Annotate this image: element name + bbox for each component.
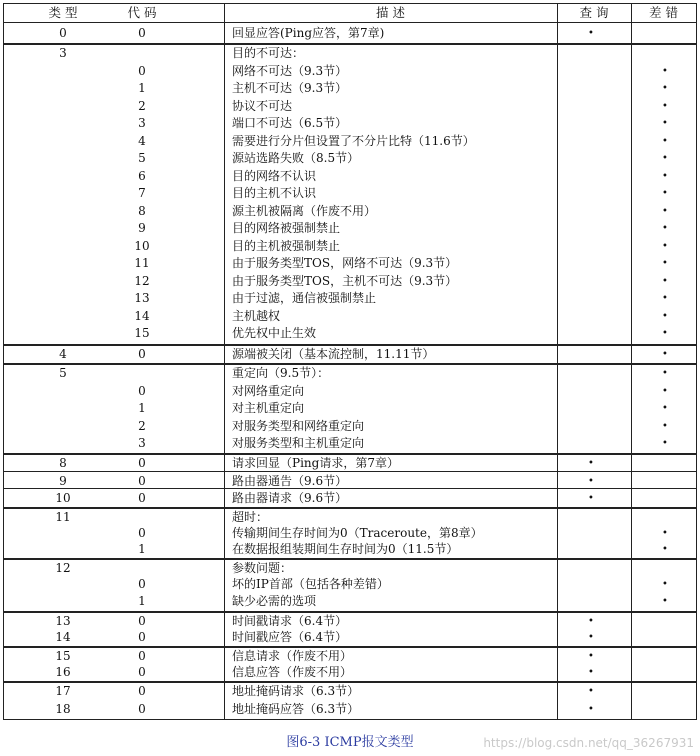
type-cell — [34, 63, 92, 80]
description-cell: 目的网络不认识 — [232, 169, 317, 183]
type-cell: 3 — [59, 46, 67, 60]
type-cell — [34, 133, 92, 150]
description-cell: 时间戳应答（6.4节） — [232, 630, 348, 644]
code-cell: 0 — [138, 649, 146, 663]
query-mark: • — [588, 28, 594, 39]
type-cell: 17 — [55, 684, 71, 698]
header-query: 查 询 — [579, 5, 609, 20]
error-mark: • — [662, 118, 668, 129]
description-cell: 在数据报组装期间生存时间为0（11.5节） — [232, 542, 459, 556]
watermark: https://blog.csdn.net/qq_36267931 — [483, 736, 694, 750]
code-cell: 15 — [134, 326, 150, 340]
header-divider — [3, 22, 696, 23]
type-cell — [34, 185, 92, 202]
code-cell: 1 — [138, 401, 146, 415]
type-cell — [34, 418, 92, 435]
query-mark: • — [588, 616, 594, 627]
type-cell — [34, 435, 92, 452]
error-mark: • — [662, 136, 668, 147]
description-cell: 信息请求（作废不用） — [232, 649, 353, 663]
description-cell: 网络不可达（9.3节） — [232, 64, 348, 78]
description-cell: 对网络重定向 — [232, 384, 305, 398]
code-cell: 7 — [138, 186, 146, 200]
code-cell: 1 — [138, 542, 146, 556]
header-type: 类 型 — [48, 5, 78, 20]
code-cell: 2 — [138, 419, 146, 433]
description-cell: 由于服务类型TOS，网络不可达（9.3节） — [232, 256, 458, 270]
error-mark: • — [662, 66, 668, 77]
code-cell: 0 — [138, 26, 146, 40]
description-cell: 对主机重定向 — [232, 401, 305, 415]
figure-caption: 图6-3 ICMP报文类型 — [286, 735, 414, 750]
description-cell: 源站选路失败（8.5节） — [232, 151, 360, 165]
type-cell — [34, 400, 92, 417]
type-cell: 9 — [59, 474, 67, 488]
description-cell: 回显应答(Ping应答，第7章) — [232, 26, 385, 40]
code-cell: 5 — [138, 151, 146, 165]
description-cell: 缺少必需的选项 — [232, 594, 317, 608]
query-mark: • — [588, 667, 594, 678]
error-mark: • — [662, 403, 668, 414]
query-mark: • — [588, 476, 594, 487]
error-mark: • — [662, 258, 668, 269]
description-cell: 时间戳请求（6.4节） — [232, 614, 348, 628]
query-mark: • — [588, 458, 594, 469]
code-cell: 4 — [138, 134, 146, 148]
code-cell: 0 — [138, 684, 146, 698]
type-cell: 10 — [55, 491, 71, 505]
code-cell: 0 — [138, 665, 146, 679]
error-mark: • — [662, 349, 668, 360]
error-mark: • — [662, 101, 668, 112]
code-cell: 0 — [138, 614, 146, 628]
code-cell: 0 — [138, 384, 146, 398]
error-mark: • — [662, 153, 668, 164]
header-code: 代 码 — [127, 5, 157, 20]
type-cell — [34, 203, 92, 220]
code-cell: 10 — [134, 239, 150, 253]
error-mark: • — [662, 206, 668, 217]
code-cell — [112, 45, 172, 62]
description-cell: 信息应答（作废不用） — [232, 665, 353, 679]
code-cell: 0 — [138, 526, 146, 540]
error-mark: • — [662, 386, 668, 397]
code-cell: 0 — [138, 347, 146, 361]
type-cell — [34, 325, 92, 342]
description-cell: 重定向（9.5节）： — [232, 366, 330, 380]
code-cell — [112, 365, 172, 382]
code-cell — [112, 560, 172, 577]
code-cell: 14 — [134, 309, 150, 323]
description-cell: 需要进行分片但设置了不分片比特（11.6节） — [232, 134, 475, 148]
query-mark: • — [588, 686, 594, 697]
description-cell: 地址掩码应答（6.3节） — [232, 702, 360, 716]
type-cell: 16 — [55, 665, 71, 679]
code-cell: 2 — [138, 99, 146, 113]
code-cell: 13 — [134, 291, 150, 305]
description-cell: 目的不可达： — [232, 46, 305, 60]
error-mark: • — [662, 171, 668, 182]
description-cell: 主机越权 — [232, 309, 281, 323]
description-cell: 对服务类型和主机重定向 — [232, 436, 365, 450]
type-cell: 5 — [59, 366, 67, 380]
code-cell: 1 — [138, 81, 146, 95]
type-cell: 8 — [59, 456, 67, 470]
code-cell: 6 — [138, 169, 146, 183]
code-cell: 0 — [138, 702, 146, 716]
description-cell: 请求回显（Ping请求，第7章） — [232, 456, 399, 470]
description-cell: 协议不可达 — [232, 99, 293, 113]
error-mark: • — [662, 438, 668, 449]
code-cell: 12 — [134, 274, 150, 288]
description-cell: 参数问题： — [232, 561, 293, 575]
description-cell: 地址掩码请求（6.3节） — [232, 684, 360, 698]
code-cell: 3 — [138, 116, 146, 130]
description-cell: 由于过滤，通信被强制禁止 — [232, 291, 377, 305]
code-cell: 11 — [134, 256, 150, 270]
description-cell: 传输期间生存时间为0（Traceroute，第8章） — [232, 526, 483, 540]
description-cell: 主机不可达（9.3节） — [232, 81, 348, 95]
table-border-top — [3, 3, 696, 4]
error-mark: • — [662, 223, 668, 234]
error-mark: • — [662, 328, 668, 339]
description-cell: 目的主机被强制禁止 — [232, 239, 341, 253]
type-cell — [34, 290, 92, 307]
description-cell: 优先权中止生效 — [232, 326, 317, 340]
type-cell — [34, 273, 92, 290]
type-cell: 0 — [59, 26, 67, 40]
error-mark: • — [662, 579, 668, 590]
error-mark: • — [662, 368, 668, 379]
description-cell: 由于服务类型TOS，主机不可达（9.3节） — [232, 274, 458, 288]
description-cell: 源端被关闭（基本流控制，11.11节） — [232, 347, 435, 361]
type-cell — [34, 525, 92, 542]
error-mark: • — [662, 241, 668, 252]
query-mark: • — [588, 651, 594, 662]
type-cell — [34, 98, 92, 115]
code-cell: 8 — [138, 204, 146, 218]
error-mark: • — [662, 421, 668, 432]
type-cell: 18 — [55, 702, 71, 716]
type-cell — [34, 168, 92, 185]
code-cell: 0 — [138, 491, 146, 505]
code-cell: 3 — [138, 436, 146, 450]
description-cell: 源主机被隔离（作废不用） — [232, 204, 377, 218]
table-border-bottom — [3, 719, 696, 720]
description-cell: 超时： — [232, 510, 269, 524]
error-mark: • — [662, 83, 668, 94]
error-mark: • — [662, 544, 668, 555]
type-cell: 4 — [59, 347, 67, 361]
type-cell: 12 — [55, 561, 71, 575]
description-cell: 端口不可达（6.5节） — [232, 116, 348, 130]
error-mark: • — [662, 528, 668, 539]
header-description: 描 述 — [376, 5, 405, 20]
description-cell: 目的网络被强制禁止 — [232, 221, 341, 235]
type-cell: 15 — [55, 649, 71, 663]
code-cell: 0 — [138, 474, 146, 488]
type-cell — [34, 238, 92, 255]
description-cell: 路由器通告（9.6节） — [232, 474, 348, 488]
type-cell — [34, 220, 92, 237]
code-cell: 0 — [138, 577, 146, 591]
type-cell: 11 — [55, 510, 71, 524]
error-mark: • — [662, 188, 668, 199]
type-cell — [34, 383, 92, 400]
type-cell — [34, 541, 92, 558]
type-cell — [34, 80, 92, 97]
query-mark: • — [588, 493, 594, 504]
code-cell: 0 — [138, 630, 146, 644]
description-cell: 路由器请求（9.6节） — [232, 491, 348, 505]
code-cell: 0 — [138, 456, 146, 470]
description-cell: 坏的IP首部（包括各种差错） — [232, 577, 389, 591]
code-cell — [112, 509, 172, 526]
description-cell: 对服务类型和网络重定向 — [232, 419, 365, 433]
error-mark: • — [662, 293, 668, 304]
code-cell: 1 — [138, 594, 146, 608]
query-mark: • — [588, 704, 594, 715]
type-cell: 13 — [55, 614, 71, 628]
error-mark: • — [662, 596, 668, 607]
type-cell: 14 — [55, 630, 71, 644]
error-mark: • — [662, 311, 668, 322]
error-mark: • — [662, 276, 668, 287]
type-cell — [34, 115, 92, 132]
header-error: 差 错 — [649, 5, 678, 20]
code-cell: 9 — [138, 221, 146, 235]
type-cell — [34, 255, 92, 272]
type-cell — [34, 308, 92, 325]
code-cell: 0 — [138, 64, 146, 78]
description-cell: 目的主机不认识 — [232, 186, 317, 200]
query-mark: • — [588, 632, 594, 643]
table-border-right — [696, 3, 697, 720]
type-cell — [34, 576, 92, 593]
type-cell — [34, 593, 92, 610]
type-cell — [34, 150, 92, 167]
